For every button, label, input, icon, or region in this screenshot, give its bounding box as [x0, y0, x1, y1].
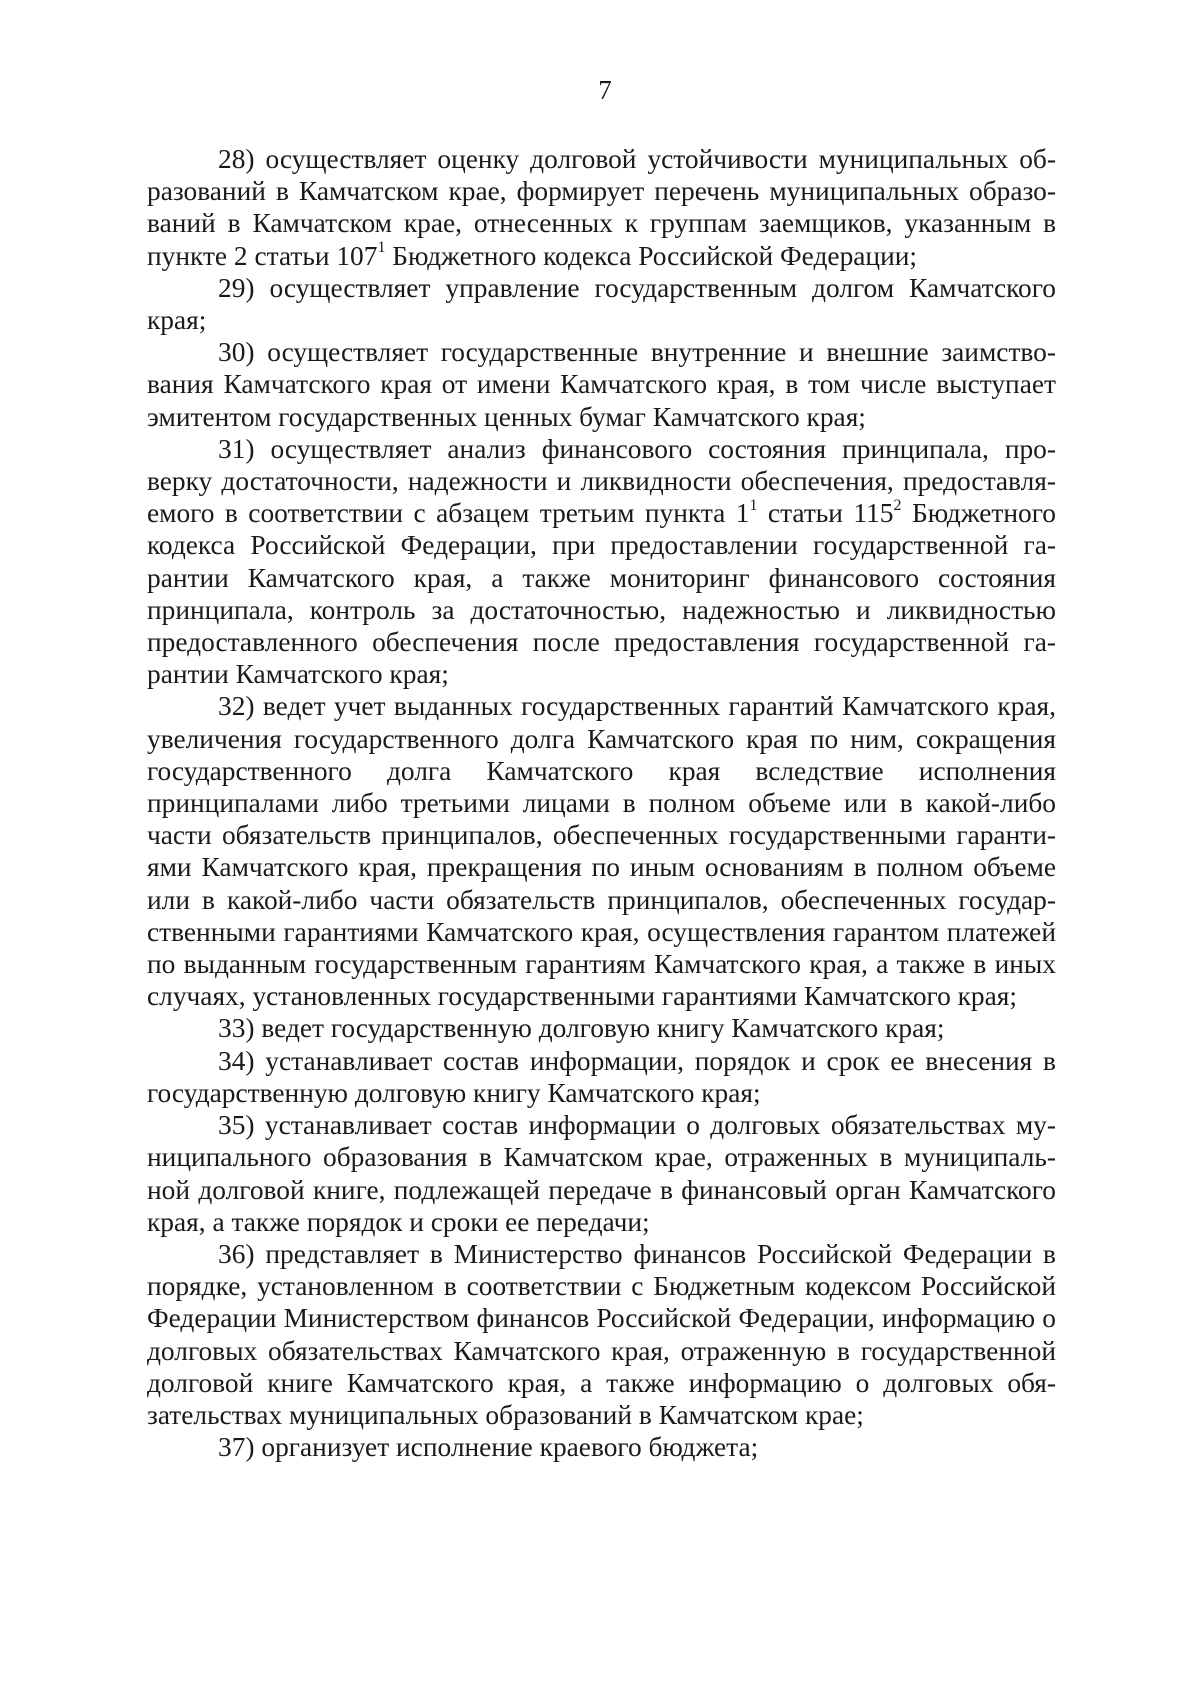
- item-text: ведет учет выданных государственных гарантий Камчатского края, увеличения государственного долга Камчатского края по ним, сокращения государственного долга Камчатского края вследствие исполнения принципалами либо третьими лицами в полном объеме или в какой-либо части обязательств принципалов, обеспеченных государственными гарантиями Камчатского края, прекращения по иным основаниям в полном объеме или в какой-либо части обязательств принципалов, обеспеченных государственными гарантиями Камчатского края, осуществления гарантом платежей по выданным государственным гарантиям Камчатского края, а также в иных случаях, установленных государственными гарантиями Камчатского края;: [147, 691, 1056, 1012]
- list-item-33: [147, 1012, 1056, 1044]
- article-ref: 107: [336, 240, 378, 271]
- list-item-32: [147, 690, 1056, 1012]
- item-text: ведет государственную долговую книгу Камчатского края;: [261, 1013, 945, 1044]
- item-text-after: Бюджетного кодекса Российской Федерации;: [385, 240, 918, 271]
- item-number: 37): [218, 1432, 255, 1463]
- list-item-31: [147, 433, 1056, 691]
- item-text-mid: статьи: [757, 498, 854, 529]
- item-number: 33): [218, 1013, 255, 1044]
- list-item-30: [147, 336, 1056, 433]
- item-text: представляет в Министерство финансов Российской Федерации в порядке, установленном в соответствии с Бюджетным кодексом Российской Федерации Министерством финансов Российской Федерации, информацию о долговых обязательствах Камчатского края, отраженную в государственной долговой книге Камчатского края, а также информацию о долговых обязательствах муниципальных образований в Камчатском крае;: [147, 1238, 1056, 1430]
- item-number: 29): [218, 272, 255, 303]
- article-superscript: 2: [893, 497, 902, 515]
- item-number: 36): [218, 1238, 255, 1269]
- item-number: 34): [218, 1045, 255, 1076]
- item-number: 32): [218, 691, 255, 722]
- article-ref: 115: [853, 498, 894, 529]
- item-text: осуществляет государственные внутренние и внешние заимствования Камчатского края от имени Камчатского края, в том числе выступает эмитентом государственных ценных бумаг Камчатского края;: [147, 337, 1056, 432]
- list-item-37: [147, 1431, 1056, 1463]
- item-number: 28): [218, 144, 255, 174]
- point-ref: 1: [735, 498, 750, 529]
- list-item-28: [147, 143, 1056, 272]
- point-superscript: 1: [749, 497, 758, 515]
- list-item-36: [147, 1238, 1056, 1431]
- item-number: 31): [218, 433, 255, 464]
- item-text: организует исполнение краевого бюджета;: [261, 1432, 759, 1463]
- item-text: осуществляет оценку долговой устойчивости муниципальных образований в Камчатском крае, формирует перечень муниципальных образований в Камчатском крае, отнесенных к группам заемщиков, указанным в пункте 2 статьи: [147, 144, 1056, 271]
- page-number: 7: [598, 75, 612, 105]
- document-body: [147, 143, 1056, 1463]
- item-number: 30): [218, 337, 255, 368]
- item-text-after: Бюджетного кодекса Российской Федерации, при предоставлении государственной гарантии Камчатского края, а также мониторинг финансового состояния принципала, контроль за достаточностью, надежностью и ликвидностью предоставленного обеспечения после предоставления государственной гарантии Камчатского края;: [147, 498, 1056, 690]
- item-number: 35): [218, 1110, 255, 1141]
- article-superscript: 1: [377, 239, 386, 257]
- item-text: устанавливает состав информации о долговых обязательствах муниципального образования в Камчатском крае, отраженных в муниципальной долговой книге, подлежащей передаче в финансовый орган Камчатского края, а также порядок и сроки ее передачи;: [147, 1110, 1056, 1237]
- list-item-35: [147, 1109, 1056, 1238]
- item-text: осуществляет управление государственным долгом Камчатского края;: [147, 272, 1056, 336]
- item-text: устанавливает состав информации, порядок и срок ее внесения в государственную долговую книгу Камчатского края;: [147, 1045, 1056, 1108]
- list-item-29: [147, 272, 1056, 336]
- item-text: осуществляет анализ финансового состояния принципала, проверку достаточности, надежности и ликвидности обеспечения, предоставляемого в соответствии с абзацем третьим пункта: [147, 433, 1056, 529]
- list-item-34: [147, 1045, 1056, 1109]
